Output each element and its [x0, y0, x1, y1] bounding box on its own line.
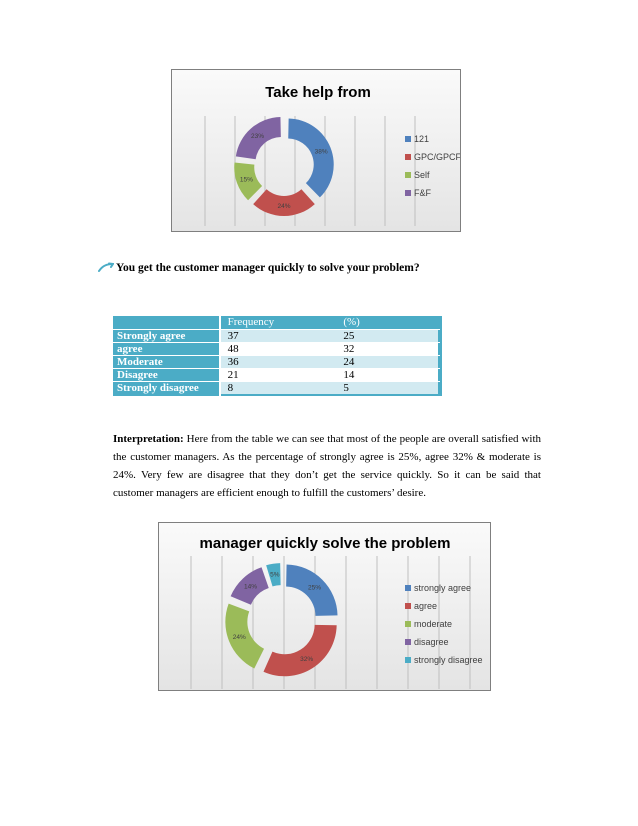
data-label-disagree: 14% — [244, 583, 258, 591]
chart-title: manager quickly solve the problem — [199, 535, 451, 552]
table-header-frequency: Frequency — [224, 316, 340, 330]
row-label: Strongly disagree — [113, 382, 220, 396]
question-text: You get the customer manager quickly to solve your problem? — [116, 262, 420, 274]
legend-swatch-strongly-agree — [405, 585, 411, 591]
row-label: Disagree — [113, 369, 220, 382]
table-row — [113, 382, 441, 396]
chart-manager-quickly-svg — [159, 523, 491, 691]
row-percent: 14 — [339, 369, 438, 382]
table-row — [113, 343, 441, 356]
data-label-gpc-gpcf: 24% — [277, 203, 291, 210]
data-label-agree: 32% — [300, 655, 314, 663]
row-percent: 32 — [339, 343, 438, 356]
chart-title: Take help from — [265, 84, 371, 101]
row-frequency: 48 — [224, 343, 340, 356]
row-frequency: 8 — [224, 382, 340, 396]
row-percent: 5 — [339, 382, 438, 396]
question-line — [98, 262, 420, 274]
table-row — [113, 356, 441, 369]
table-row — [113, 369, 441, 382]
legend-label-121: 121 — [414, 134, 430, 144]
row-label: agree — [113, 343, 220, 356]
data-label-f-f: 23% — [251, 132, 265, 140]
legend-swatch-strongly-disagree — [405, 657, 411, 663]
legend-swatch-disagree — [405, 639, 411, 645]
chart-manager-quickly — [158, 522, 491, 691]
legend-label-strongly-disagree: strongly disagree — [414, 655, 483, 665]
data-label-strongly-disagree: 5% — [270, 571, 280, 579]
arrow-bullet-icon — [98, 262, 114, 274]
row-label: Moderate — [113, 356, 220, 369]
interpretation-paragraph — [113, 430, 541, 502]
row-frequency: 37 — [224, 330, 340, 343]
row-label: Strongly agree — [113, 330, 220, 343]
legend-swatch-gpc-gpcf — [405, 154, 411, 160]
row-frequency: 36 — [224, 356, 340, 369]
data-label-moderate: 24% — [232, 633, 246, 641]
legend-swatch-121 — [405, 136, 411, 142]
legend-swatch-moderate — [405, 621, 411, 627]
table-row — [113, 330, 441, 343]
data-label-121: 38% — [314, 148, 328, 156]
legend-label-disagree: disagree — [414, 637, 449, 647]
interpretation-label: Interpretation: — [113, 433, 184, 445]
chart-take-help-from-svg — [172, 70, 461, 232]
table-header-percent: (%) — [339, 316, 438, 330]
survey-table — [113, 316, 442, 396]
legend-label-moderate: moderate — [414, 619, 453, 629]
table-header-row — [113, 316, 441, 330]
legend-label-agree: agree — [414, 601, 438, 611]
slice-agree — [263, 625, 336, 676]
legend-label-strongly-agree: strongly agree — [414, 583, 472, 593]
table-header-label — [113, 316, 220, 330]
interpretation-text: Here from the table we can see that most of the people are overall satisfied with the customer managers. As the percentage of strongly agree is 25%, agree 32% & moderate is 24%. Very few are disagree that they don’t get the service quickly. So it can be said that customer managers are efficient enough to fulfill the customers’ desire. — [113, 433, 541, 499]
data-label-strongly-agree: 25% — [308, 584, 322, 592]
legend-label-gpc-gpcf: GPC/GPCF — [414, 152, 462, 162]
legend-label-f-f: F&F — [414, 188, 431, 198]
data-label-self: 15% — [239, 176, 253, 184]
legend-swatch-f-f — [405, 190, 411, 196]
legend-swatch-agree — [405, 603, 411, 609]
chart-take-help-from — [171, 69, 461, 232]
row-percent: 24 — [339, 356, 438, 369]
row-frequency: 21 — [224, 369, 340, 382]
legend-swatch-self — [405, 172, 411, 178]
row-percent: 25 — [339, 330, 438, 343]
legend-label-self: Self — [414, 170, 430, 180]
